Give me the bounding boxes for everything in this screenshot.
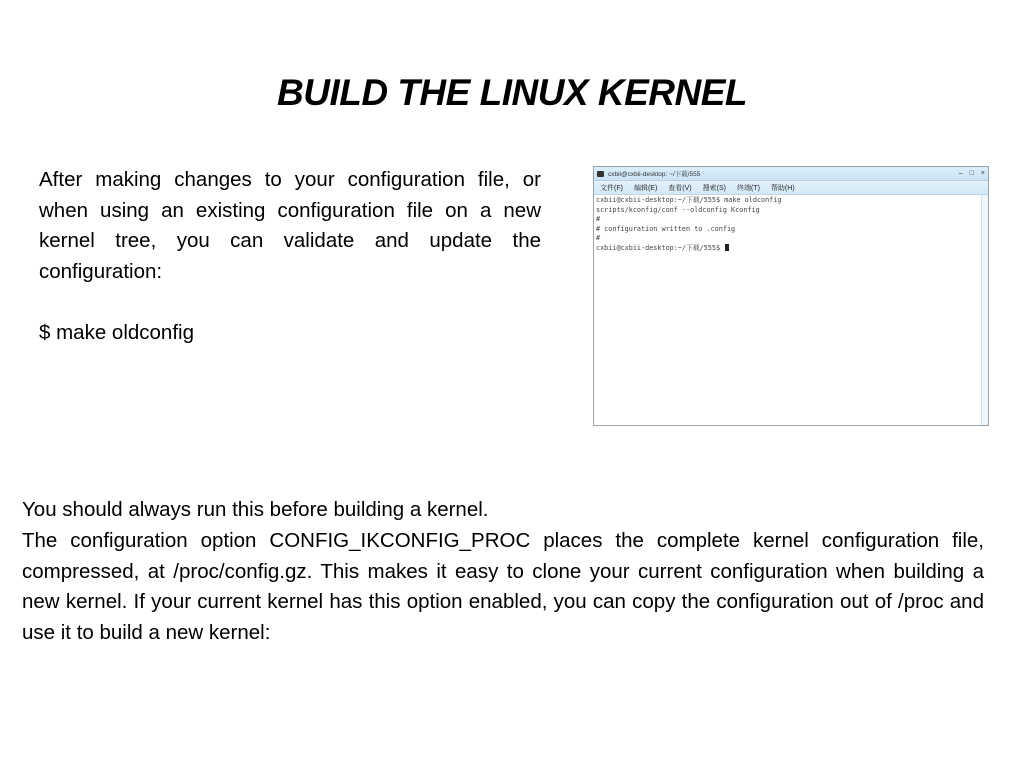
terminal-scrollbar[interactable] (981, 195, 988, 426)
minimize-icon[interactable]: – (958, 170, 963, 177)
menu-edit[interactable]: 编辑(E) (633, 184, 658, 192)
terminal-line: scripts/kconfig/conf --oldconfig Kconfig (596, 205, 760, 214)
close-icon[interactable]: × (980, 170, 985, 177)
menu-terminal[interactable]: 终端(T) (736, 184, 760, 192)
terminal-window-title: cxbii@cxbii-desktop: ~/下载/555 (608, 171, 701, 178)
terminal-prompt: cxbii@cxbii-desktop:~/下载/555$ (596, 243, 725, 252)
terminal-line: # (596, 234, 601, 243)
terminal-icon (597, 171, 604, 177)
terminal-menubar (594, 181, 988, 195)
menu-search[interactable]: 搜索(S) (702, 184, 726, 192)
terminal-line: cxbii@cxbii-desktop:~/下载/555$ make oldconfig (596, 196, 782, 204)
command-line: $ make oldconfig (39, 320, 194, 344)
body-text-block (22, 495, 984, 649)
terminal-screenshot (593, 166, 989, 426)
window-controls (959, 170, 985, 177)
body-line-1: You should always run this before building a kernel. (22, 498, 489, 521)
terminal-titlebar (594, 167, 988, 181)
terminal-output[interactable] (594, 195, 988, 426)
terminal-line: # (596, 215, 601, 224)
menu-file[interactable]: 文件(F) (600, 184, 623, 192)
menu-view[interactable]: 查看(V) (668, 184, 692, 192)
intro-text-block (39, 165, 541, 348)
terminal-line: # configuration written to .config (596, 224, 736, 233)
intro-paragraph: After making changes to your configuration file, or when using an existing configuration file on a new kernel tree, you can validate and update the configuration: (39, 168, 541, 283)
slide-title: BUILD THE LINUX KERNEL (277, 72, 747, 113)
terminal-prompt-line (596, 244, 986, 254)
body-paragraph: The configuration option CONFIG_IKCONFIG_PROC places the complete kernel configuration file, compressed, at /proc/config.gz. This makes it easy to clone your current configuration when building a new kernel. If your current kernel has this option enabled, you can copy the configuration out of /proc and use it to build a new kernel: (22, 528, 984, 645)
cursor-icon (725, 244, 729, 251)
maximize-icon[interactable]: □ (969, 170, 974, 177)
menu-help[interactable]: 帮助(H) (770, 184, 795, 192)
